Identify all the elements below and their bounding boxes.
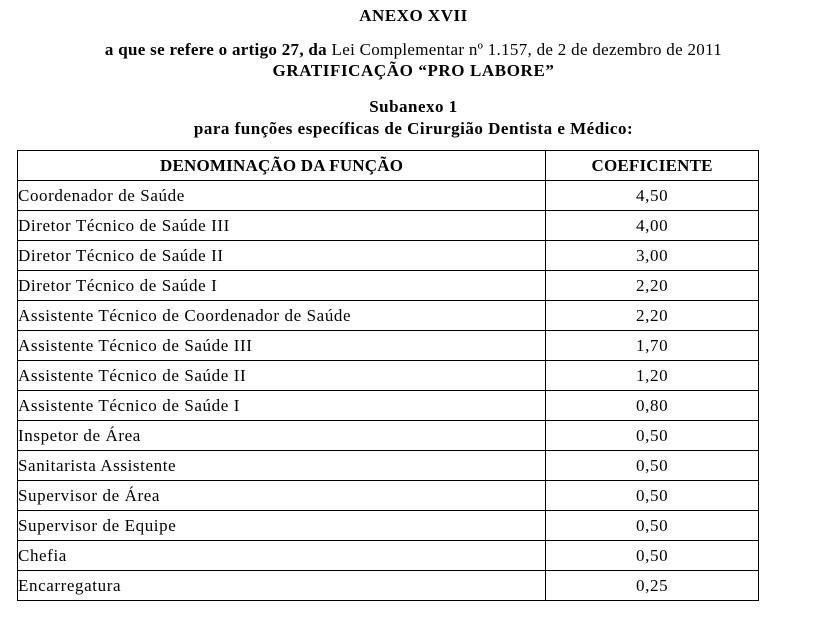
coefficient-cell: 2,20	[546, 271, 759, 301]
function-cell: Supervisor de Área	[18, 481, 546, 511]
table-row	[18, 541, 759, 571]
table-row	[18, 421, 759, 451]
legal-reference-law: Lei Complementar nº 1.157, de 2 de dezembro de 2011	[331, 40, 723, 59]
subannex-title: Subanexo 1	[369, 97, 458, 116]
function-cell: Assistente Técnico de Saúde I	[18, 391, 546, 421]
function-cell: Sanitarista Assistente	[18, 451, 546, 481]
coefficient-cell: 4,50	[546, 181, 759, 211]
table-row	[18, 361, 759, 391]
coefficient-cell: 0,50	[546, 421, 759, 451]
function-cell: Diretor Técnico de Saúde III	[18, 211, 546, 241]
coefficient-cell: 0,25	[546, 571, 759, 601]
coefficient-cell: 0,50	[546, 541, 759, 571]
table-row	[18, 241, 759, 271]
coefficient-cell: 0,50	[546, 511, 759, 541]
function-cell: Chefia	[18, 541, 546, 571]
coefficient-cell: 0,50	[546, 481, 759, 511]
coefficient-table	[17, 150, 759, 601]
table-row	[18, 511, 759, 541]
function-cell: Supervisor de Equipe	[18, 511, 546, 541]
function-cell: Encarregatura	[18, 571, 546, 601]
table-row	[18, 451, 759, 481]
table-row	[18, 331, 759, 361]
coefficient-cell: 2,20	[546, 301, 759, 331]
table-row	[18, 391, 759, 421]
function-cell: Coordenador de Saúde	[18, 181, 546, 211]
function-cell: Assistente Técnico de Saúde II	[18, 361, 546, 391]
coefficient-cell: 1,20	[546, 361, 759, 391]
legal-reference	[0, 40, 827, 60]
coefficient-cell: 1,70	[546, 331, 759, 361]
annex-title: ANEXO XVII	[359, 6, 468, 25]
table-row	[18, 211, 759, 241]
function-cell: Assistente Técnico de Saúde III	[18, 331, 546, 361]
legal-reference-article: a que se refere o artigo 27, da	[104, 40, 327, 59]
function-cell: Diretor Técnico de Saúde I	[18, 271, 546, 301]
coefficient-cell: 3,00	[546, 241, 759, 271]
table-row	[18, 571, 759, 601]
gratification-title: GRATIFICAÇÃO “PRO LABORE”	[272, 61, 555, 80]
coefficient-cell: 0,80	[546, 391, 759, 421]
table-row	[18, 301, 759, 331]
table-row	[18, 181, 759, 211]
function-cell: Inspetor de Área	[18, 421, 546, 451]
table-header-row	[18, 151, 759, 181]
table-row	[18, 271, 759, 301]
table-row	[18, 481, 759, 511]
function-cell: Diretor Técnico de Saúde II	[18, 241, 546, 271]
header-coefficient: COEFICIENTE	[546, 151, 759, 181]
header-function: DENOMINAÇÃO DA FUNÇÃO	[18, 151, 546, 181]
subannex-description: para funções específicas de Cirurgião Dentista e Médico:	[193, 119, 634, 138]
coefficient-cell: 4,00	[546, 211, 759, 241]
coefficient-cell: 0,50	[546, 451, 759, 481]
function-cell: Assistente Técnico de Coordenador de Saúde	[18, 301, 546, 331]
